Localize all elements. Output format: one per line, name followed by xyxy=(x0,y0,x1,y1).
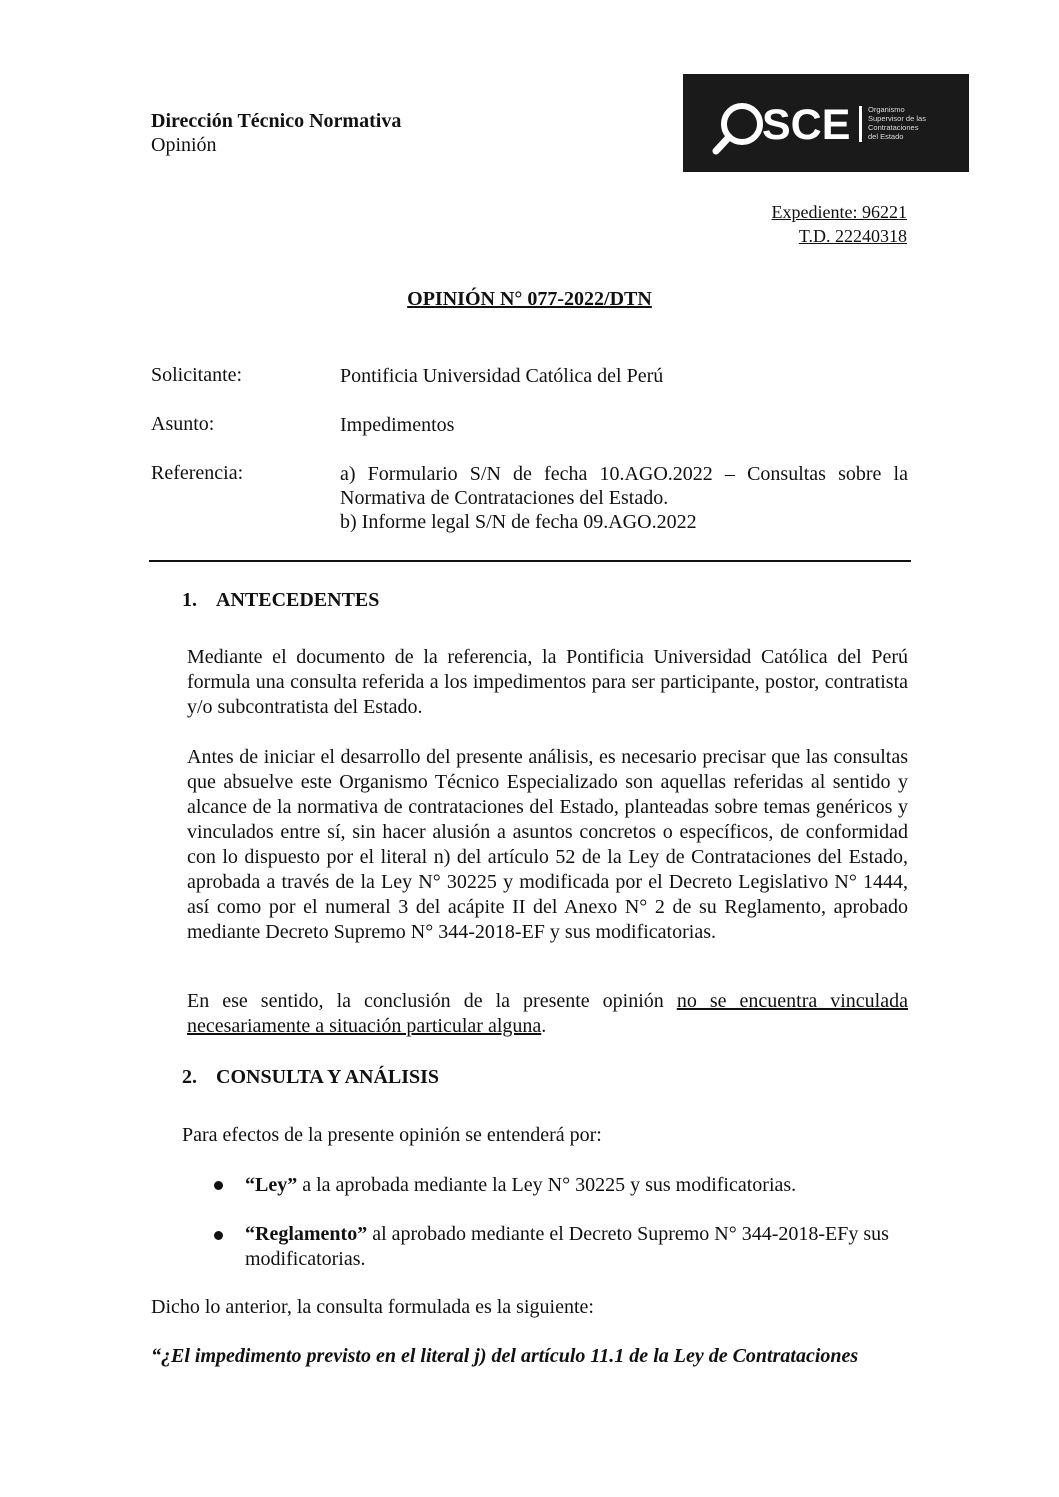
section-1-paragraph-3 xyxy=(187,989,908,1039)
osce-logo-graphic xyxy=(683,74,969,172)
section-2-title: CONSULTA Y ANÁLISIS xyxy=(216,1066,440,1088)
section-1-paragraph-1: Mediante el documento de la referencia, la Pontificia Universidad Católica del Perú formula una consulta referida a los impedimentos para ser participante, postor, contratista y/o subcontratista del Estado. xyxy=(187,646,908,718)
asunto-label: Asunto: xyxy=(151,413,215,435)
bullet-2-dot xyxy=(214,1231,223,1240)
expediente-number: Expediente: 96221 xyxy=(771,202,907,222)
consulta-lead: Dicho lo anterior, la consulta formulada es la siguiente: xyxy=(151,1296,594,1318)
asunto-value: Impedimentos xyxy=(340,414,455,436)
referencia-b: b) Informe legal S/N de fecha 09.AGO.2022 xyxy=(340,511,697,533)
section-divider xyxy=(149,560,911,562)
file-references xyxy=(772,200,907,248)
td-number: T.D. 22240318 xyxy=(798,226,907,246)
osce-logo xyxy=(683,74,969,172)
bullet-1-text: a la aprobada mediante la Ley N° 30225 y sus modificatorias. xyxy=(297,1174,797,1196)
department-name: Dirección Técnico Normativa xyxy=(151,110,402,132)
paragraph-3-underlined: no se encuentra vinculada necesariamente a situación particular alguna xyxy=(187,990,908,1037)
bullet-2-term: “Reglamento” xyxy=(245,1223,368,1245)
bullet-1 xyxy=(245,1173,908,1198)
bullet-2 xyxy=(245,1222,908,1272)
section-1-number: 1. xyxy=(182,589,197,611)
paragraph-3-start: En ese sentido, la conclusión de la presente opinión xyxy=(187,990,677,1012)
document-title: OPINIÓN N° 077-2022/DTN xyxy=(407,288,652,310)
section-1-heading xyxy=(182,589,379,612)
section-2-intro: Para efectos de la presente opinión se entenderá por: xyxy=(182,1124,602,1146)
bullet-1-dot xyxy=(214,1181,223,1190)
bullet-2-text: al aprobado mediante el Decreto Supremo N° 344-2018-EFy sus modificatorias. xyxy=(245,1223,889,1270)
referencia-label: Referencia: xyxy=(151,462,244,484)
section-1-paragraph-2: Antes de iniciar el desarrollo del presente análisis, es necesario precisar que las consultas que absuelve este Organismo Técnico Especializado son aquellas referidas al sentido y alcance de la normativa de contrataciones del Estado, planteadas sobre temas genéricos y vinculados entre sí, sin hacer alusión a asuntos concretos o específicos, de conformidad con lo dispuesto por el literal n) del artículo 52 de la Ley de Contrataciones del Estado, aprobada a través de la Ley N° 30225 y modificada por el Decreto Legislativo N° 1444, así como por el numeral 3 del acápite II del Anexo N° 2 de su Reglamento, aprobado mediante Decreto Supremo N° 344-2018-EF y sus modificatorias. xyxy=(187,746,908,943)
solicitante-value: Pontificia Universidad Católica del Perú xyxy=(340,365,664,387)
logo-tagline-3: Contrataciones xyxy=(868,123,919,132)
logo-tagline-1: Organismo xyxy=(868,105,905,114)
solicitante-label: Solicitante: xyxy=(151,364,243,386)
logo-tagline-2: Supervisor de las xyxy=(868,114,926,123)
logo-tagline-4: del Estado xyxy=(868,132,904,141)
bullet-1-term: “Ley” xyxy=(245,1174,298,1196)
section-2-number: 2. xyxy=(182,1066,197,1088)
consulta-question: “¿El impedimento previsto en el literal j) del artículo 11.1 de la Ley de Contrataciones xyxy=(151,1345,859,1367)
referencia-a: a) Formulario S/N de fecha 10.AGO.2022 – Consultas sobre la Normativa de Contrataciones del Estado. xyxy=(340,463,908,509)
document-type: Opinión xyxy=(151,134,217,156)
department-header xyxy=(151,109,401,157)
logo-brand-text: SCE xyxy=(762,101,851,149)
paragraph-3-end: . xyxy=(541,1015,547,1037)
section-1-title: ANTECEDENTES xyxy=(216,589,380,611)
section-2-heading xyxy=(182,1066,439,1089)
